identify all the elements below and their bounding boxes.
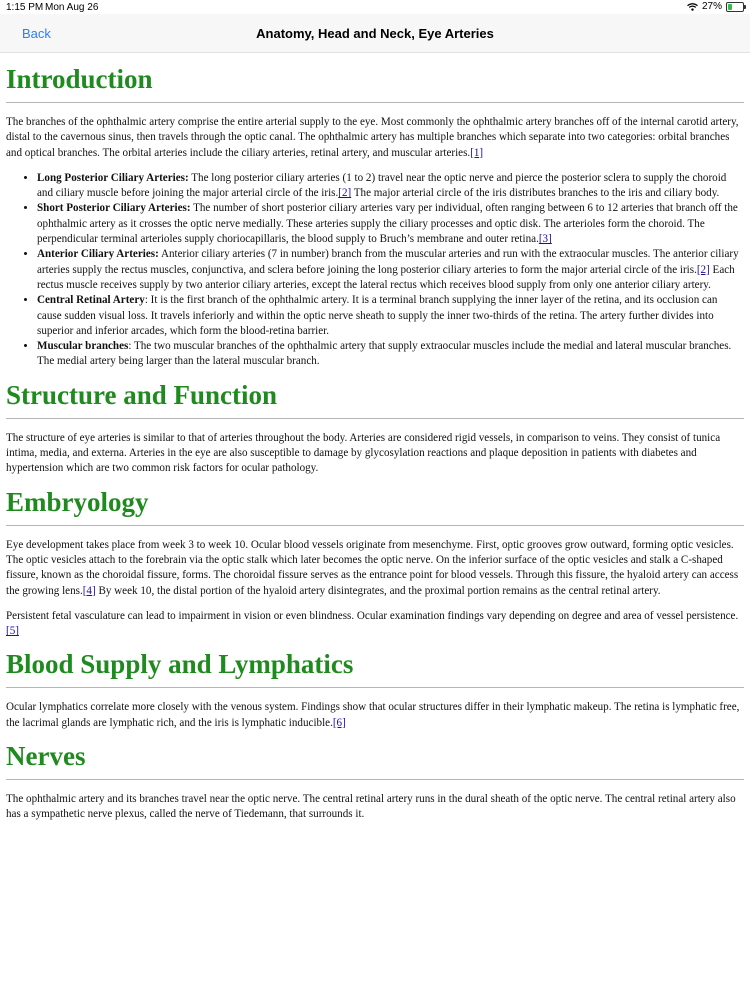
section-heading-nerves: Nerves [6, 741, 86, 772]
paragraph: The ophthalmic artery and its branches travel near the optic nerve. The central retinal artery runs in the dural sheath of the optic nerve. The central retinal artery also has a sympathetic nerve plexus, called the nerve of Tiedemann, that surrounds it. [6, 793, 736, 821]
list-item [37, 339, 744, 370]
page-title: Anatomy, Head and Neck, Eye Arteries [256, 26, 494, 41]
status-bar [0, 0, 750, 14]
status-time: 1:15 PM [6, 2, 44, 13]
navigation-bar [0, 14, 750, 53]
list-item-text: The major arterial circle of the iris distributes branches to the iris and ciliary body. [351, 187, 720, 200]
list-item-term: Long Posterior Ciliary Arteries: [37, 171, 189, 184]
list-item-term: Muscular branches [37, 340, 129, 353]
paragraph-text: By week 10, the distal portion of the hyaloid artery disintegrates, and the proximal portion remains as the central retinal artery. [95, 584, 661, 597]
list-item [37, 247, 744, 293]
list-item-term: Short Posterior Ciliary Arteries: [37, 202, 191, 215]
list-item-term: Anterior Ciliary Arteries: [37, 248, 159, 261]
citation-link[interactable]: [6] [332, 716, 346, 729]
section-heading-embryology: Embryology [6, 486, 149, 517]
battery-icon [726, 2, 744, 12]
paragraph [6, 538, 744, 599]
citation-link[interactable]: [4] [82, 584, 96, 597]
list-item-text: The number of short posterior ciliary arteries vary per individual, often ranging between 6 to 12 arteries that branch off the ophthalmic artery as it crosses the optic nerve medially. These arteries supply the ciliary processes and optic disk. The arterioles form the choroid. The perpendicular terminal arterioles supply choriocapillaris, the blood supply to Bruch’s membrane and outer retina. [37, 202, 738, 246]
paragraph-text: Eye development takes place from week 3 to week 10. Ocular blood vessels originate from mesenchyme. First, optic grooves grow outward, forming optic vesicles. The optic vesicles attach to the forebrain via the optic stalk which later becomes the optic nerve. On the inferior surface of the optic vesicles and stalk a C-shaped fissure, known as the choroidal fissure, forms. The choroidal fissure serves as the entrance point for blood vessels. Through this fissure, the hyaloid artery can access the growing lens. [6, 538, 739, 597]
back-button[interactable]: Back [22, 26, 51, 41]
section-heading-blood-supply: Blood Supply and Lymphatics [6, 649, 354, 680]
status-right [687, 1, 744, 12]
section-heading-introduction: Introduction [6, 64, 153, 94]
divider [6, 418, 744, 419]
divider [6, 102, 744, 103]
battery-percent: 27% [701, 1, 722, 12]
citation-link[interactable]: [2] [696, 263, 710, 276]
list-item [37, 293, 744, 339]
list-item [37, 171, 744, 202]
paragraph-text: Persistent fetal vasculature can lead to impairment in vision or even blindness. Ocular examination findings vary depending on degree and area of vessel persistence. [6, 609, 739, 622]
list-item-text: : The two muscular branches of the ophthalmic artery that supply extraocular muscles include the medial and lateral muscular branches. The medial artery being larger than the lateral muscular branch. [37, 340, 732, 368]
citation-link[interactable]: [3] [538, 233, 552, 246]
artery-list [6, 171, 744, 370]
list-item-text: Each rectus muscle receives supply by two anterior ciliary arteries, except the lateral rectus which receives blood supply from only one anterior ciliary artery. [37, 263, 735, 291]
citation-link[interactable]: [5] [6, 625, 19, 638]
divider [6, 779, 744, 780]
divider [6, 525, 744, 526]
wifi-icon [687, 3, 698, 11]
citation-link[interactable]: [2] [338, 187, 352, 200]
paragraph-text: The branches of the ophthalmic artery comprise the entire arterial supply to the eye. Most commonly the ophthalmic artery branches off of the internal carotid artery, distal to the cavernous sinus, then travels through the optic canal. The ophthalmic artery has multiple branches which separate into two categories: orbital branches and optical branches. The orbital arteries include the ciliary arteries, retinal artery, and muscular arteries. [6, 116, 739, 159]
article-content [6, 58, 744, 833]
list-item-text: The long posterior ciliary arteries (1 to 2) travel near the optic nerve and pierce the posterior sclera to supply the choroid and ciliary muscle before joining the major arterial circle of the iris. [37, 171, 727, 200]
list-item-text: Anterior ciliary arteries (7 in number) branch from the muscular arteries and run with the extraocular muscles. The anterior ciliary arteries supply the rectus muscles, conjunctiva, and sclera before joining the long posterior ciliary arteries to form the major arterial circle of the iris. [37, 248, 739, 276]
status-date: Mon Aug 26 [45, 2, 99, 13]
list-item-text: : It is the first branch of the ophthalmic artery. It is a terminal branch supplying the inner layer of the retina, and its occlusion can cause sudden visual loss. It travels inferiorly and within the optic nerve sheath to supply the inner two-thirds of the retina. The artery further divides into superior and inferior arcades, which form the blood-retina barrier. [37, 294, 718, 337]
paragraph [6, 609, 744, 640]
paragraph: The structure of eye arteries is similar to that of arteries throughout the body. Arteries are considered rigid vessels, in comparison to veins. They consist of tunica intima, media, and externa. Arteries in the eye are also susceptible to damage by glycosylation reactions and plaque deposition in patients with diabetes and hypertension which are two common risk factors for ocular pathology. [6, 431, 721, 475]
list-item-term: Central Retinal Artery [37, 294, 145, 307]
list-item [37, 201, 744, 247]
divider [6, 687, 744, 688]
section-heading-structure: Structure and Function [6, 379, 278, 410]
paragraph-text: Ocular lymphatics correlate more closely with the venous system. Findings show that ocular structures differ in their lymphatic makeup. The retina is lymphatic free, the lacrimal glands are lymphatic rich, and the iris is lymphatic inducible. [6, 701, 740, 729]
paragraph [6, 115, 744, 161]
citation-link[interactable]: [1] [470, 146, 484, 159]
battery-level [728, 4, 732, 10]
paragraph [6, 700, 744, 731]
